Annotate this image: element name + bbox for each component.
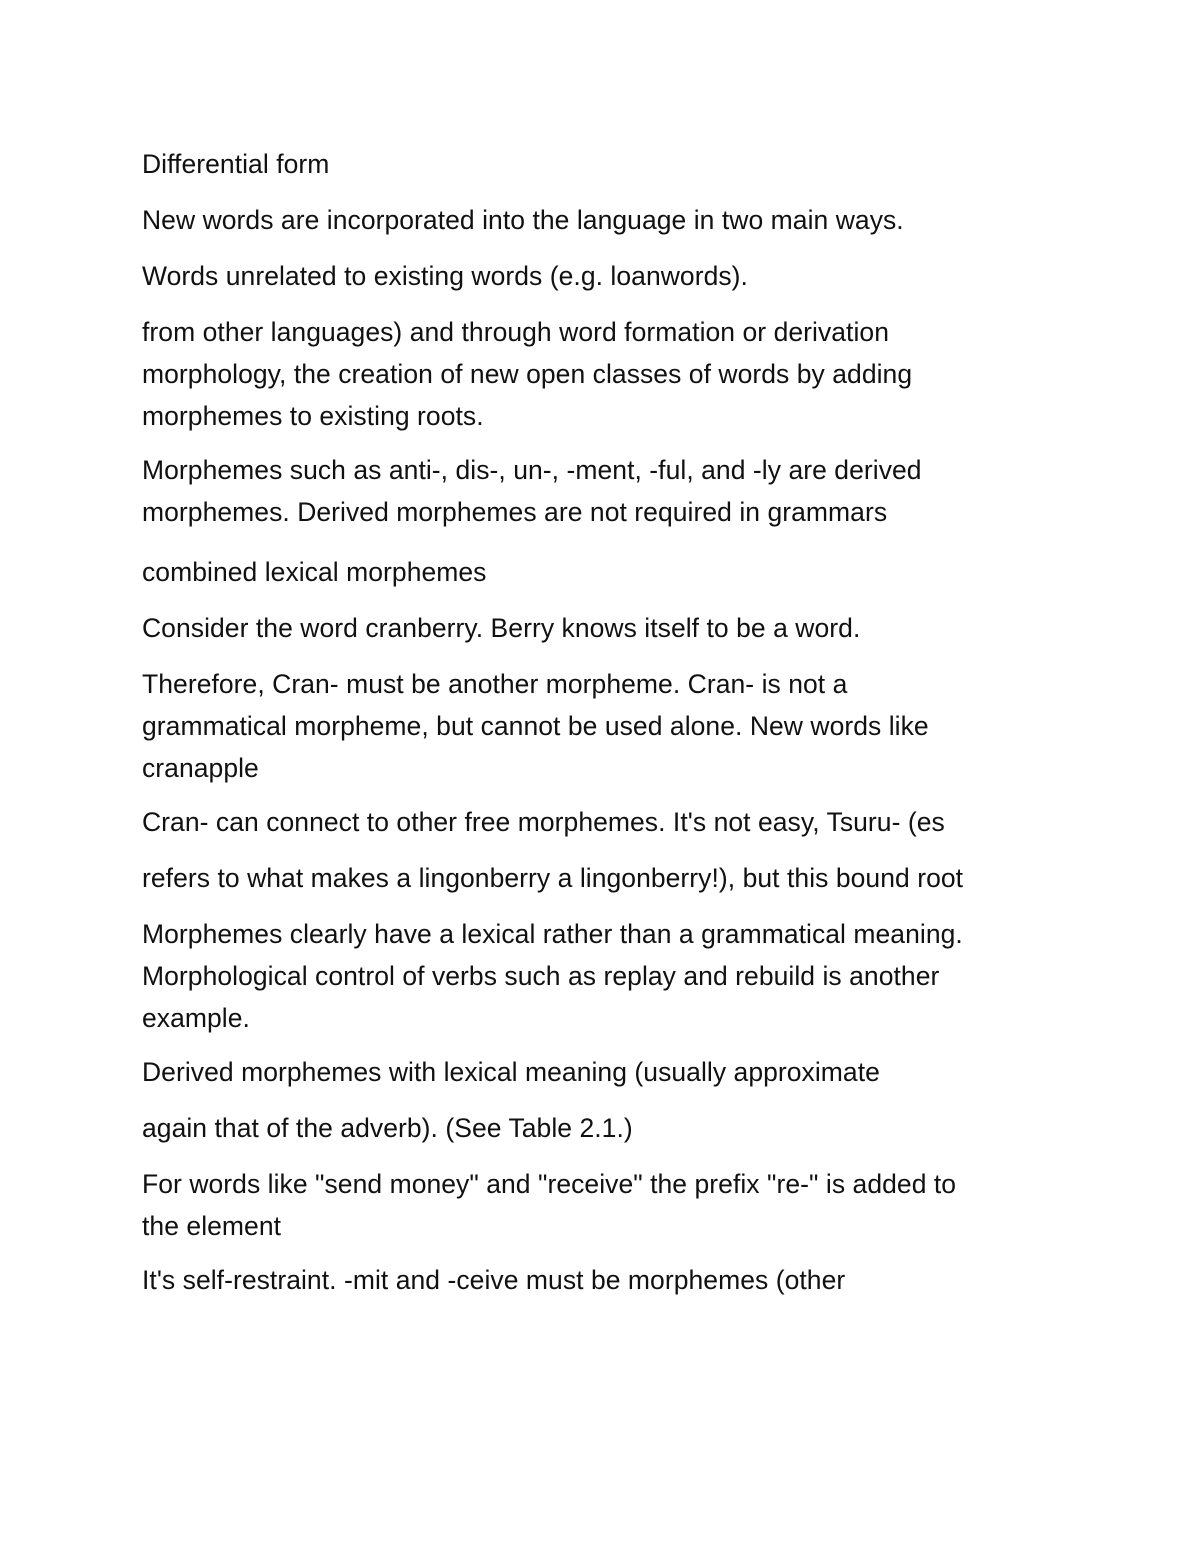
paragraph: Words unrelated to existing words (e.g. loanwords). (142, 261, 748, 291)
paragraph: Morphemes clearly have a lexical rather than a grammatical meaning. Morphological control of verbs such as replay and rebuild is another example. (142, 919, 963, 1033)
paragraph: New words are incorporated into the language in two main ways. (142, 205, 904, 235)
paragraph: It's self-restraint. -mit and -ceive must be morphemes (other (142, 1265, 846, 1295)
paragraph: Consider the word cranberry. Berry knows itself to be a word. (142, 613, 861, 643)
paragraph: refers to what makes a lingonberry a lingonberry!), but this bound root (142, 863, 964, 893)
paragraph: from other languages) and through word formation or derivation morphology, the creation of new open classes of words by adding morphemes to existing roots. (142, 317, 913, 431)
paragraph: For words like "send money" and "receive" the prefix "re-" is added to the element (142, 1169, 957, 1241)
paragraph: combined lexical morphemes (142, 557, 487, 587)
paragraph: Cran- can connect to other free morphemes. It's not easy, Tsuru- (es (142, 807, 945, 837)
paragraph: Derived morphemes with lexical meaning (usually approximate (142, 1057, 880, 1087)
paragraph: Morphemes such as anti-, dis-, un-, -ment, -ful, and -ly are derived morphemes. Derived morphemes are not required in grammars (142, 455, 922, 527)
paragraph: Therefore, Cran- must be another morpheme. Cran- is not a grammatical morpheme, but cannot be used alone. New words like cranapple (142, 669, 929, 783)
paragraph: again that of the adverb). (See Table 2.1.) (142, 1113, 633, 1143)
document-body (142, 143, 1072, 1315)
document-title: Differential form (142, 149, 330, 179)
